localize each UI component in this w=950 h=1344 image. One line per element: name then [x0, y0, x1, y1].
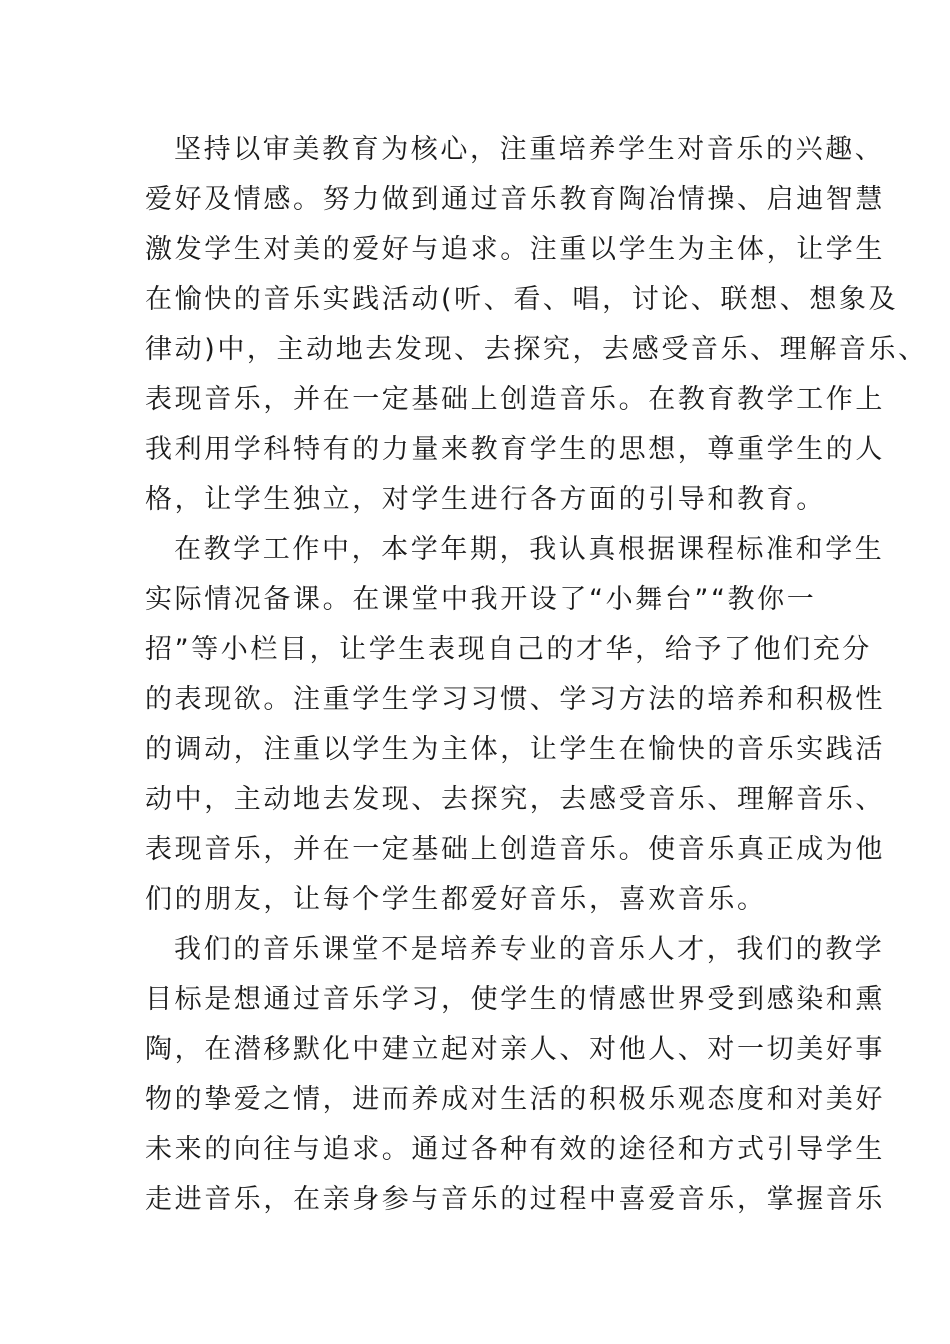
text-line: 表现音乐，并在一定基础上创造音乐。在教育教学工作上	[145, 384, 885, 415]
text-line: 爱好及情感。努力做到通过音乐教育陶冶情操、启迪智慧	[145, 184, 885, 215]
text-line: 格，让学生独立，对学生进行各方面的引导和教育。	[145, 484, 826, 515]
text-line: 在愉快的音乐实践活动(听、看、唱，讨论、联想、想象及	[145, 284, 899, 315]
text-line: 的表现欲。注重学生学习习惯、学习方法的培养和积极性	[145, 684, 885, 715]
text-line: 我利用学科特有的力量来教育学生的思想，尊重学生的人	[145, 434, 885, 465]
text-line: 激发学生对美的爱好与追求。注重以学生为主体，让学生	[145, 234, 885, 265]
text-line: 物的挚爱之情，进而养成对生活的积极乐观态度和对美好	[145, 1084, 885, 1115]
text-line: 动中，主动地去发现、去探究，去感受音乐、理解音乐、	[145, 784, 885, 815]
text-line: 目标是想通过音乐学习，使学生的情感世界受到感染和熏	[145, 984, 885, 1015]
text-line: 我们的音乐课堂不是培养专业的音乐人才，我们的教学	[174, 934, 885, 965]
text-line: 走进音乐，在亲身参与音乐的过程中喜爱音乐，掌握音乐	[145, 1184, 885, 1215]
text-line: 招”等小栏目，让学生表现自己的才华，给予了他们充分	[145, 634, 872, 665]
text-line: 未来的向往与追求。通过各种有效的途径和方式引导学生	[145, 1134, 885, 1165]
text-line: 实际情况备课。在课堂中我开设了“小舞台”“教你一	[145, 584, 817, 615]
text-line: 的调动，注重以学生为主体，让学生在愉快的音乐实践活	[145, 734, 885, 765]
text-line: 律动)中，主动地去发现、去探究，去感受音乐、理解音乐、	[145, 334, 928, 365]
text-line: 表现音乐，并在一定基础上创造音乐。使音乐真正成为他	[145, 834, 885, 865]
text-line: 坚持以审美教育为核心，注重培养学生对音乐的兴趣、	[174, 134, 885, 165]
text-line: 们的朋友，让每个学生都爱好音乐，喜欢音乐。	[145, 884, 767, 915]
text-line: 陶，在潜移默化中建立起对亲人、对他人、对一切美好事	[145, 1034, 885, 1065]
text-line: 在教学工作中，本学年期，我认真根据课程标准和学生	[174, 534, 885, 565]
